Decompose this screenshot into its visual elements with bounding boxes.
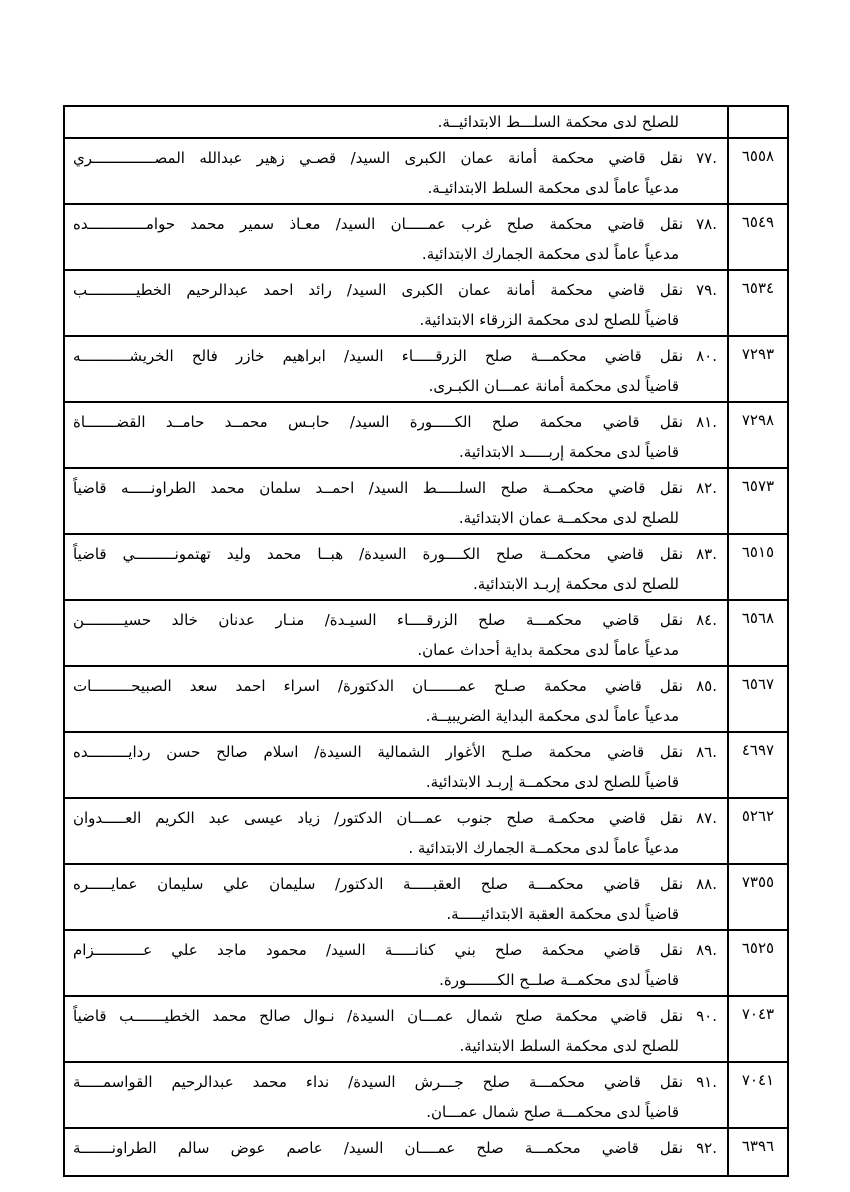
record-number-cell: ٦٥٦٨ (728, 600, 788, 666)
decision-line-continuation: قاضياً لدى محكمـــة صلح شمال عمـــان. (426, 1103, 679, 1121)
table-row (64, 930, 788, 996)
decision-text-cell (64, 1062, 728, 1128)
decision-text: نقل قاضي محكمــة صلح السلـــــط السيد/ احمــد سلمان محمد الطراونـــــه قاضياً (73, 479, 683, 497)
table-row (64, 138, 788, 204)
decision-line-first (73, 737, 717, 767)
item-index: .٨٥ (696, 677, 717, 695)
item-index: .٨٧ (696, 809, 717, 827)
record-number-cell: ٦٥١٥ (728, 534, 788, 600)
decision-text: نقل قاضي محكمة صلح بني كنانـــــة السيد/ محمود ماجد علي عـــــــــــزام (73, 941, 683, 959)
table-row (64, 732, 788, 798)
record-number-cell: ٥٢٦٢ (728, 798, 788, 864)
record-number-cell: ٧٠٤١ (728, 1062, 788, 1128)
record-number-cell: ٦٥٣٤ (728, 270, 788, 336)
item-index: .٨٤ (696, 611, 717, 629)
decision-text: نقل قاضي محكمـــة صلح عمــــان السيد/ عاصم عوض سالم الطراونـــــــة (73, 1139, 683, 1157)
item-index: .٨٣ (696, 545, 717, 563)
table-row (64, 996, 788, 1062)
decision-text: نقل قاضي محكمـــة صلح الزرقــــاء السيـدة/ منـار عدنان خالد حسيـــــــــن (73, 611, 683, 629)
table-row (64, 402, 788, 468)
table-row (64, 1128, 788, 1176)
decision-text: نقل قاضي محكمــة صلح الكــــورة السيدة/ هبــا محمد وليد تهتمونـــــــــي قاضياً (73, 545, 683, 563)
decision-line-continuation: قاضياً للصلح لدى محكمــة إربـد الابتدائية. (425, 773, 679, 791)
transfers-table (63, 105, 789, 1177)
decision-line-continuation: مدعياً عاماً لدى محكمة بداية أحداث عمان. (417, 641, 679, 659)
decision-text-cell (64, 666, 728, 732)
table-row (64, 270, 788, 336)
decision-text: نقل قاضي محكمـة صلح جنوب عمـــان الدكتور/ زياد عيسى عبد الكريم العـــــدوان (73, 809, 683, 827)
decision-line-continuation: قاضياً للصلح لدى محكمة الزرقاء الابتدائية. (419, 311, 679, 329)
table-body (64, 106, 788, 1176)
decision-line-first (73, 803, 717, 833)
decision-text-cell (64, 468, 728, 534)
record-number-cell: ٦٥٥٨ (728, 138, 788, 204)
table-row (64, 204, 788, 270)
decision-line-continuation: قاضياً لدى محكمة إربـــــد الابتدائية. (459, 443, 679, 461)
record-number-cell: ٦٥٤٩ (728, 204, 788, 270)
decision-line-continuation: مدعياً عاماً لدى محكمة السلط الابتدائيـة. (427, 179, 679, 197)
decision-text-cell (64, 138, 728, 204)
item-index: .٨٢ (696, 479, 717, 497)
decision-line-first (73, 605, 717, 635)
decision-line-first (73, 209, 717, 239)
decision-line-first (73, 473, 717, 503)
record-number-cell: ٧٣٥٥ (728, 864, 788, 930)
record-number-cell: ٧٢٩٣ (728, 336, 788, 402)
decision-text: نقل قاضي محكمة صلح الكـــــورة السيد/ حابـس محمــد حامــد القضـــــــاة (73, 413, 683, 431)
decision-text: نقل قاضي محكمـــة صلح الزرقـــــاء السيد/ ابراهيم خازر فالح الخريشـــــــــــه (73, 347, 683, 365)
decision-line-first (73, 275, 717, 305)
item-index: .٨٦ (696, 743, 717, 761)
table-row (64, 666, 788, 732)
decision-text: نقل قاضي محكمة أمانة عمان الكبرى السيد/ قصـي زهير عبدالله المصــــــــــــــري (73, 149, 683, 167)
decision-text-cell (64, 864, 728, 930)
record-number-cell: ٧٢٩٨ (728, 402, 788, 468)
decision-line-first (73, 1133, 717, 1163)
decision-text: نقل قاضي محكمة صـلح عمـــــــان الدكتورة/ اسراء احمد سعد الصبيحـــــــــات (73, 677, 683, 695)
table-row (64, 534, 788, 600)
table-row (64, 336, 788, 402)
decision-line-first (73, 407, 717, 437)
decision-line-first (73, 1067, 717, 1097)
table-row (64, 106, 788, 138)
decision-text-cell (64, 106, 728, 138)
decision-text-cell (64, 402, 728, 468)
item-index: .٩١ (696, 1073, 717, 1091)
table-row (64, 798, 788, 864)
record-number-cell: ٤٦٩٧ (728, 732, 788, 798)
record-number-cell: ٦٥٢٥ (728, 930, 788, 996)
decision-line-continuation: للصلح لدى محكمة السلط الابتدائية. (459, 1037, 679, 1055)
decision-line-continuation: للصلح لدى محكمة السلـــط الابتدائيــة. (437, 113, 679, 131)
table-row (64, 468, 788, 534)
decision-text: نقل قاضي محكمة أمانة عمان الكبرى السيد/ رائد احمد عبدالرحيم الخطيـــــــــــب (73, 281, 683, 299)
decision-line-continuation: قاضياً لدى محكمة أمانة عمـــان الكبـرى. (428, 377, 679, 395)
table-row (64, 864, 788, 930)
item-index: .٨١ (696, 413, 717, 431)
decision-text-cell (64, 336, 728, 402)
item-index: .٨٩ (696, 941, 717, 959)
item-index: .٨٠ (696, 347, 717, 365)
item-index: .٧٧ (696, 149, 717, 167)
item-index: .٧٩ (696, 281, 717, 299)
record-number-cell (728, 106, 788, 138)
decision-text-cell (64, 534, 728, 600)
decision-text-cell (64, 798, 728, 864)
decision-text-cell (64, 270, 728, 336)
item-index: .٩٠ (696, 1007, 717, 1025)
decision-line-continuation: مدعياً عاماً لدى محكمة البداية الضريبيــة. (425, 707, 679, 725)
decision-line-first (73, 539, 717, 569)
decision-line-first (73, 671, 717, 701)
item-index: .٧٨ (696, 215, 717, 233)
decision-line-first (73, 869, 717, 899)
record-number-cell: ٦٣٩٦ (728, 1128, 788, 1176)
decision-text: نقل قاضي محكمة صلـح الأغوار الشمالية السيدة/ اسلام صالح حسن ردايـــــــــده (73, 743, 683, 761)
decision-text-cell (64, 1128, 728, 1176)
decision-text: نقل قاضي محكمـــة صلح العقبـــــة الدكتور/ سليمان علي سليمان عمايـــــره (73, 875, 683, 893)
decision-line-first (73, 143, 717, 173)
decision-line-continuation: قاضياً لدى محكمة العقبة الابتدائيـــــة. (446, 905, 679, 923)
decision-text: نقل قاضي محكمة صلح شمال عمـــان السيدة/ نـوال صالح محمد الخطيـــــــب قاضياً (73, 1007, 683, 1025)
record-number-cell: ٦٥٧٣ (728, 468, 788, 534)
decision-line-first (73, 341, 717, 371)
decision-text: نقل قاضي محكمة صلح غرب عمـــــان السيد/ معـاذ سمير محمد حوامـــــــــــــده (73, 215, 683, 233)
decision-line-continuation: للصلح لدى محكمــة عمان الابتدائية. (458, 509, 679, 527)
decision-text-cell (64, 732, 728, 798)
table-row (64, 600, 788, 666)
decision-text-cell (64, 204, 728, 270)
record-number-cell: ٧٠٤٣ (728, 996, 788, 1062)
decision-text: نقل قاضي محكمـــة صلح جـــرش السيدة/ نداء محمد عبدالرحيم القواسمـــــة (73, 1073, 683, 1091)
decision-text-cell (64, 600, 728, 666)
record-number-cell: ٦٥٦٧ (728, 666, 788, 732)
decision-line-first (73, 1001, 717, 1031)
decision-line-continuation: للصلح لدى محكمة إربـد الابتدائية. (473, 575, 679, 593)
decision-line-continuation: مدعياً عاماً لدى محكمة الجمارك الابتدائية. (421, 245, 679, 263)
decision-line-continuation: قاضياً لدى محكمــة صلــح الكـــــــورة. (439, 971, 679, 989)
decision-line-continuation: مدعياً عاماً لدى محكمــة الجمارك الابتدائية . (408, 839, 679, 857)
item-index: .٨٨ (696, 875, 717, 893)
item-index: .٩٢ (696, 1139, 717, 1157)
table-row (64, 1062, 788, 1128)
decision-text-cell (64, 996, 728, 1062)
decision-text-cell (64, 930, 728, 996)
decision-line-first (73, 935, 717, 965)
